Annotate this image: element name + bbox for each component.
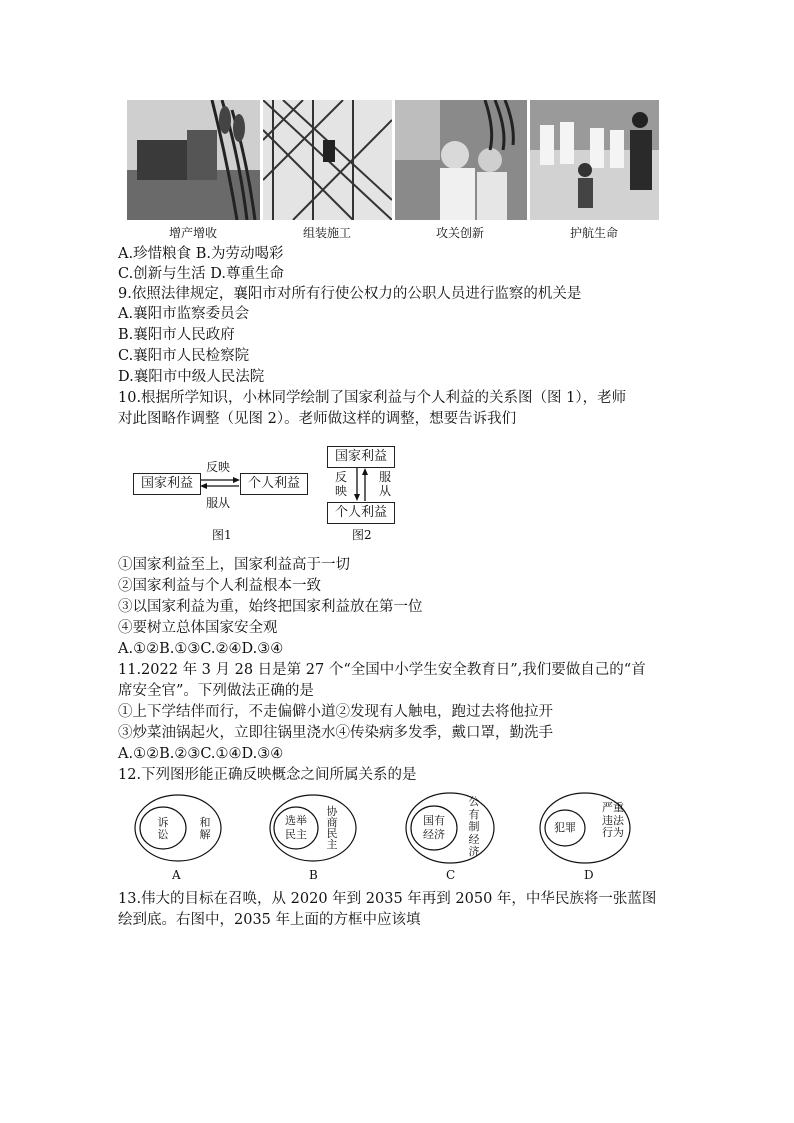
fig2-right-label: 服从: [378, 470, 391, 498]
q12-d-outer-label: 严重违法行为: [602, 801, 624, 839]
q13-stem-line1: 13.伟大的目标在召唤，从 2020 年到 2035 年再到 2050 年，中华民族将一张蓝图: [118, 891, 657, 907]
q8-options-line2: C.创新与生活 D.尊重生命: [118, 266, 285, 282]
q12-diagram-d: [538, 790, 632, 866]
fig1-top-label: 反映: [206, 460, 231, 474]
q9-option-c: C.襄阳市人民检察院: [118, 348, 250, 364]
q12-diagram-a: [133, 792, 223, 864]
q12-c-outer-label: 公有制经济: [468, 795, 480, 858]
photo-harvest: [127, 100, 260, 220]
q12-a-outer-label: 和解: [199, 816, 211, 841]
fig2-arrows: [352, 467, 370, 502]
photo-caption: 组装施工: [302, 226, 351, 240]
fig1-bottom-label: 服从: [206, 496, 231, 510]
fig2-left-label: 反映: [334, 470, 347, 498]
fig1-caption: 图1: [212, 528, 232, 542]
q10-options: A.①②B.①③C.②④D.③④: [118, 641, 284, 657]
photo-innovation: [395, 100, 527, 220]
q9-option-a: A.襄阳市监察委员会: [118, 306, 250, 322]
q12-a-letter: A: [172, 868, 181, 882]
q12-d-letter: D: [584, 868, 594, 882]
fig2-caption: 图2: [352, 528, 372, 542]
q8-options-line1: A.珍惜粮食 B.为劳动喝彩: [118, 246, 284, 262]
q12-b-inner-label: 选举民主: [285, 814, 307, 841]
q12-stem: 12.下列图形能正确反映概念之间所属关系的是: [118, 767, 417, 783]
fig2-national-interest-box: 国家利益: [327, 446, 395, 468]
q11-statements-1-2: ①上下学结伴而行，不走偏僻小道②发现有人触电，跑过去将他拉开: [118, 704, 553, 720]
photo-protect-life: [530, 100, 659, 220]
fig1-personal-interest-box: 个人利益: [240, 473, 308, 495]
photo-construction: [263, 100, 392, 220]
photo-caption: 增产增收: [168, 226, 217, 240]
q10-statement-4: ④要树立总体国家安全观: [118, 620, 278, 636]
q10-stem-line1: 10.根据所学知识，小林同学绘制了国家利益与个人利益的关系图（图 1），老师: [118, 390, 627, 406]
q10-statement-1: ①国家利益至上，国家利益高于一切: [118, 557, 350, 573]
q11-statements-3-4: ③炒菜油锅起火，立即往锅里浇水④传染病多发季，戴口罩，勤洗手: [118, 725, 553, 741]
q9-option-d: D.襄阳市中级人民法院: [118, 369, 265, 385]
fig2-personal-interest-box: 个人利益: [327, 502, 395, 524]
fig1-national-interest-box: 国家利益: [133, 473, 201, 495]
q10-statement-3: ③以国家利益为重，始终把国家利益放在第一位: [118, 599, 423, 615]
q12-b-letter: B: [309, 868, 318, 882]
q12-c-inner-label: 国有经济: [423, 814, 445, 841]
q9-option-b: B.襄阳市人民政府: [118, 327, 235, 343]
q12-diagram-c: [404, 790, 496, 866]
q11-stem-line2: 席安全官”。下列做法正确的是: [118, 683, 314, 699]
q11-stem-line1: 11.2022 年 3 月 28 日是第 27 个“全国中小学生安全教育日”,我们要做自己的“首: [118, 662, 646, 678]
q12-d-inner-label: 犯罪: [554, 821, 576, 834]
q10-statement-2: ②国家利益与个人利益根本一致: [118, 578, 321, 594]
photo-caption: 护航生命: [569, 226, 618, 240]
photo-caption: 攻关创新: [435, 226, 484, 240]
q12-diagram-b: [268, 792, 358, 864]
q9-stem: 9.依照法律规定，襄阳市对所有行使公权力的公职人员进行监察的机关是: [118, 286, 582, 302]
q11-options: A.①②B.②③C.①④D.③④: [118, 746, 284, 762]
q12-b-outer-label: 协商民主: [326, 805, 338, 851]
q12-a-inner-label: 诉讼: [157, 816, 169, 841]
fig1-arrows: [199, 476, 241, 490]
q12-c-letter: C: [446, 868, 456, 882]
q10-stem-line2: 对此图略作调整（见图 2）。老师做这样的调整，想要告诉我们: [118, 411, 517, 427]
q13-stem-line2: 绘到底。右图中，2035 年上面的方框中应该填: [118, 912, 421, 928]
